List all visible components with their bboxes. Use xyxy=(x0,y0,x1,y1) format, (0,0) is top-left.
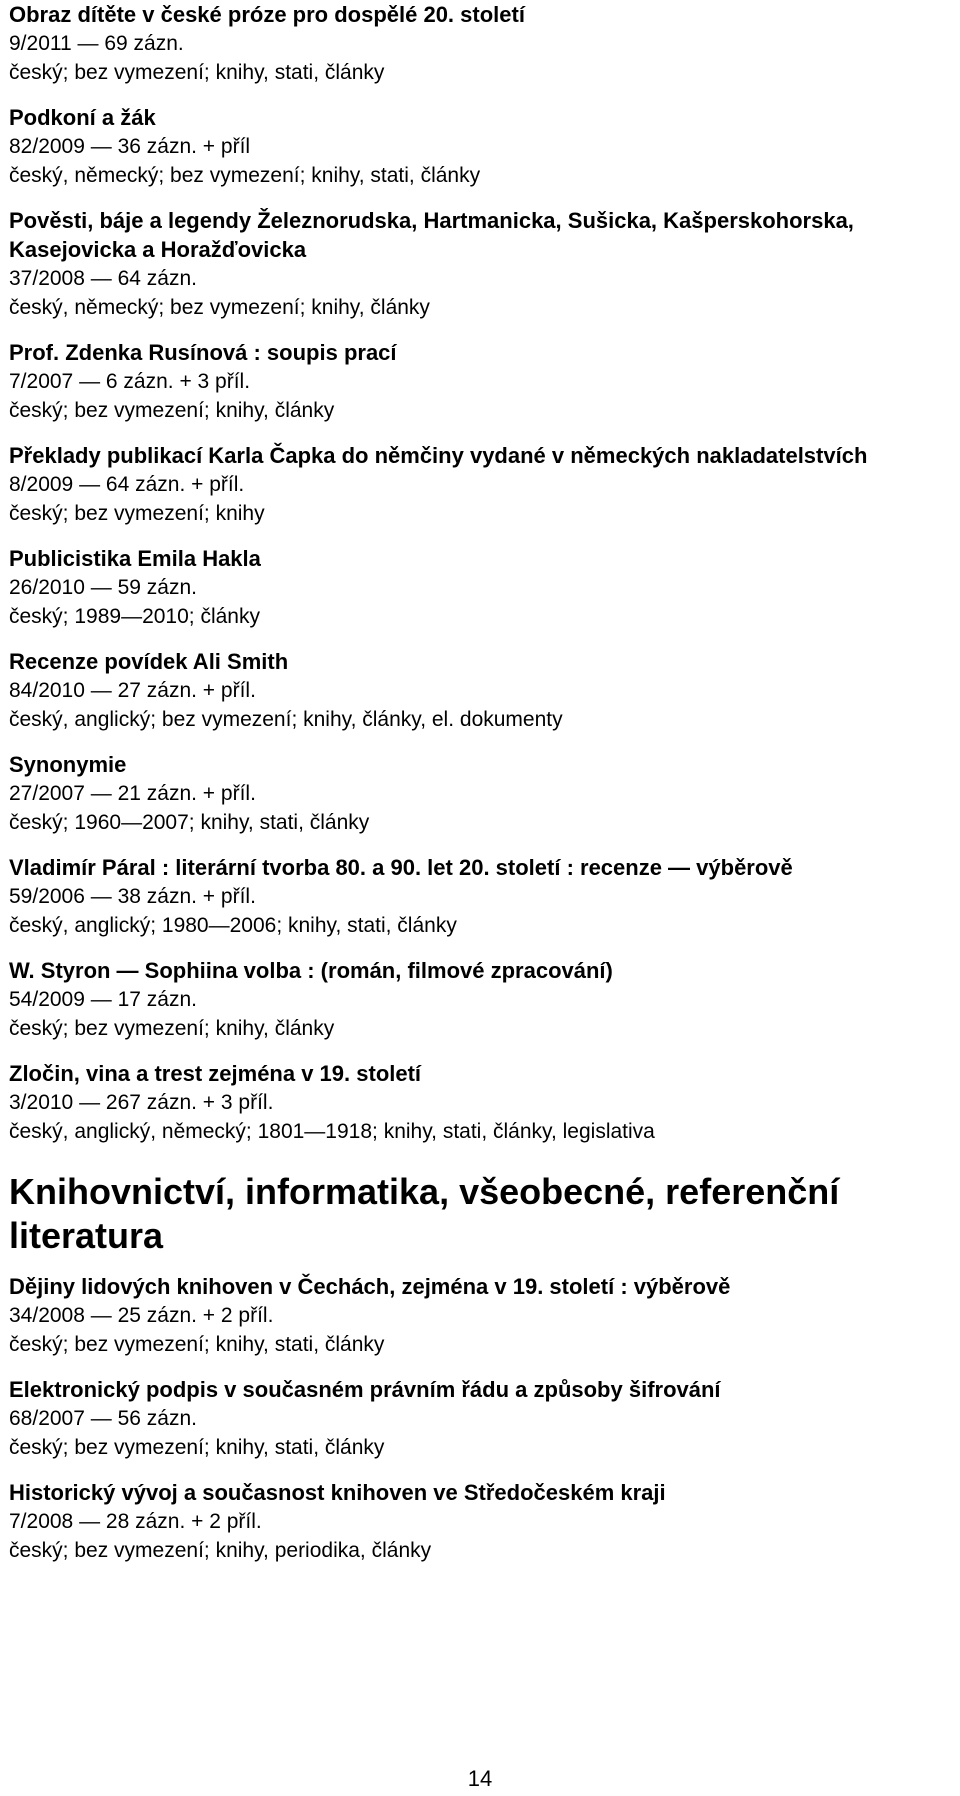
entry-meta: 9/2011 — 69 zázn. xyxy=(9,32,184,55)
bibliography-entry xyxy=(9,1059,954,1146)
entry-info: český; 1989—2010; články xyxy=(9,605,260,628)
entry-title: Obraz dítěte v české próze pro dospělé 20. století xyxy=(9,2,525,27)
entry-meta: 7/2008 — 28 zázn. + 2 příl. xyxy=(9,1510,262,1533)
entry-title: Elektronický podpis v současném právním řádu a způsoby šifrování xyxy=(9,1377,721,1402)
entry-info: český; bez vymezení; knihy, stati, články xyxy=(9,1436,385,1459)
bibliography-entry xyxy=(9,441,954,528)
entry-title: Publicistika Emila Hakla xyxy=(9,546,261,571)
entry-title: Vladimír Páral : literární tvorba 80. a 90. let 20. století : recenze — výběrově xyxy=(9,855,793,880)
entry-meta: 8/2009 — 64 zázn. + příl. xyxy=(9,473,245,496)
entry-meta: 27/2007 — 21 zázn. + příl. xyxy=(9,782,256,805)
entry-info: český; bez vymezení; knihy, stati, články xyxy=(9,61,385,84)
entry-info: český, anglický; bez vymezení; knihy, články, el. dokumenty xyxy=(9,708,563,731)
entry-meta: 26/2010 — 59 zázn. xyxy=(9,576,197,599)
bibliography-entry xyxy=(9,544,954,631)
entry-meta: 7/2007 — 6 zázn. + 3 příl. xyxy=(9,370,251,393)
bibliography-entry xyxy=(9,1272,954,1359)
document-page xyxy=(9,0,954,1581)
entry-title: Podkoní a žák xyxy=(9,105,156,130)
bibliography-entry xyxy=(9,1478,954,1565)
entry-title: Pověsti, báje a legendy Železnorudska, Hartmanicka, Sušicka, Kašperskohorska, Kasejovicka a Horažďovicka xyxy=(9,208,854,262)
entry-title: Dějiny lidových knihoven v Čechách, zejména v 19. století : výběrově xyxy=(9,1274,731,1299)
entry-title: Historický vývoj a současnost knihoven ve Středočeském kraji xyxy=(9,1480,666,1505)
entry-info: český; bez vymezení; knihy xyxy=(9,502,265,525)
entry-title: Překlady publikací Karla Čapka do němčiny vydané v německých nakladatelstvích xyxy=(9,443,868,468)
entry-meta: 82/2009 — 36 zázn. + příl xyxy=(9,135,251,158)
entry-meta: 37/2008 — 64 zázn. xyxy=(9,267,197,290)
entry-info: český; bez vymezení; knihy, stati, články xyxy=(9,1333,385,1356)
entry-meta: 34/2008 — 25 zázn. + 2 příl. xyxy=(9,1304,274,1327)
entry-title: Prof. Zdenka Rusínová : soupis prací xyxy=(9,340,397,365)
entry-info: český; bez vymezení; knihy, články xyxy=(9,399,335,422)
bibliography-entry xyxy=(9,103,954,190)
entry-meta: 3/2010 — 267 zázn. + 3 příl. xyxy=(9,1091,274,1114)
entry-meta: 84/2010 — 27 zázn. + příl. xyxy=(9,679,256,702)
entry-meta: 68/2007 — 56 zázn. xyxy=(9,1407,197,1430)
entry-info: český, anglický; 1980—2006; knihy, stati, články xyxy=(9,914,457,937)
bibliography-entry xyxy=(9,1375,954,1462)
bibliography-entry xyxy=(9,956,954,1043)
entry-title: W. Styron — Sophiina volba : (román, filmové zpracování) xyxy=(9,958,613,983)
bibliography-entry xyxy=(9,647,954,734)
entry-info: český; bez vymezení; knihy, články xyxy=(9,1017,335,1040)
entry-title: Synonymie xyxy=(9,752,127,777)
bibliography-entry xyxy=(9,338,954,425)
entry-meta: 59/2006 — 38 zázn. + příl. xyxy=(9,885,256,908)
bibliography-entry xyxy=(9,750,954,837)
entry-title: Recenze povídek Ali Smith xyxy=(9,649,289,674)
entry-info: český, anglický, německý; 1801—1918; knihy, stati, články, legislativa xyxy=(9,1120,655,1143)
entry-meta: 54/2009 — 17 zázn. xyxy=(9,988,197,1011)
entry-info: český, německý; bez vymezení; knihy, články xyxy=(9,296,430,319)
page-number: 14 xyxy=(467,1766,493,1791)
entry-title: Zločin, vina a trest zejména v 19. století xyxy=(9,1061,422,1086)
section-heading: Knihovnictví, informatika, všeobecné, referenční literatura xyxy=(9,1171,840,1256)
bibliography-entry xyxy=(9,206,954,322)
bibliography-entry xyxy=(9,0,954,87)
entry-info: český; 1960—2007; knihy, stati, články xyxy=(9,811,370,834)
entry-info: český, německý; bez vymezení; knihy, stati, články xyxy=(9,164,481,187)
entry-info: český; bez vymezení; knihy, periodika, články xyxy=(9,1539,432,1562)
bibliography-entry xyxy=(9,853,954,940)
